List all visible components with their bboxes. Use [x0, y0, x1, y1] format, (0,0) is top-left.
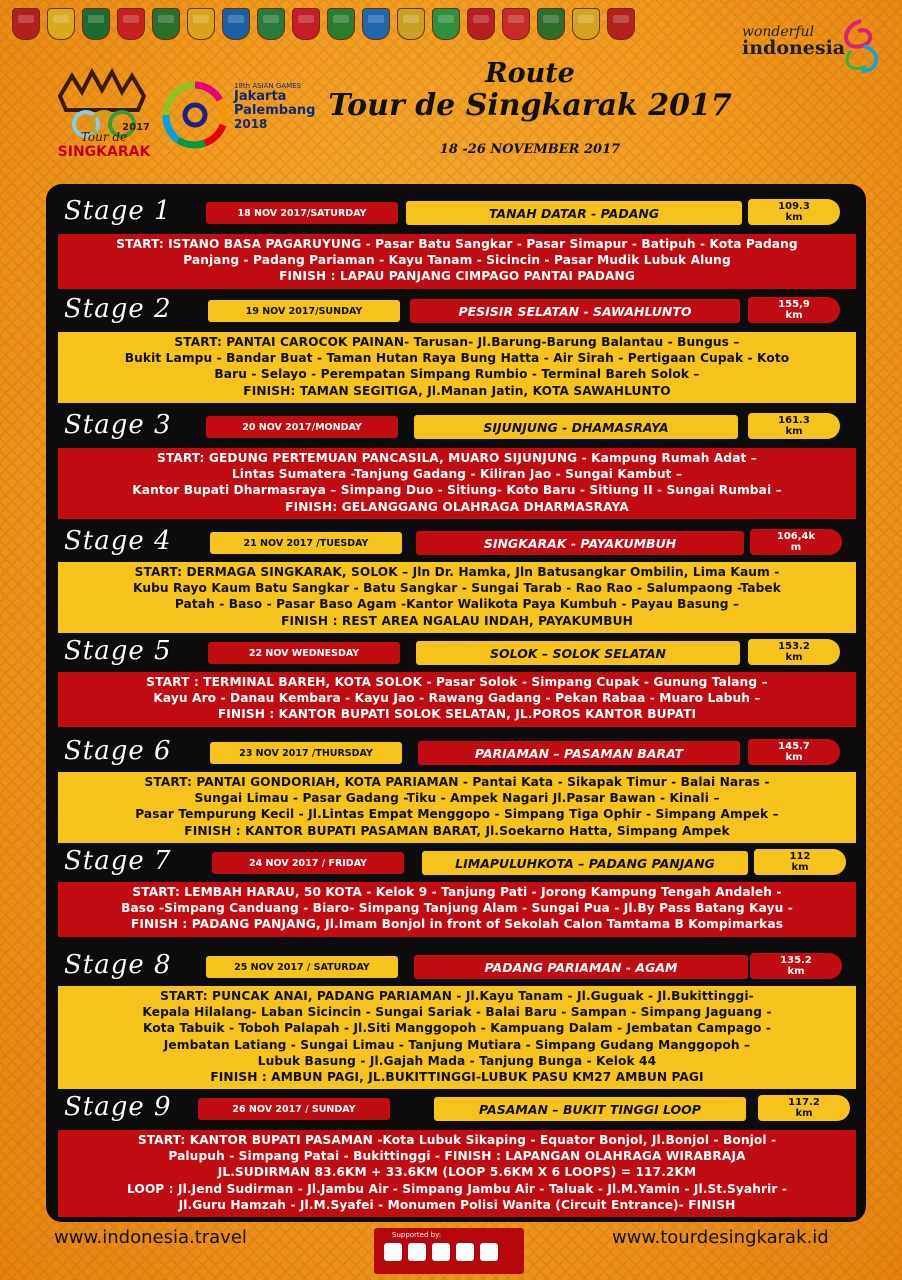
sponsor-logo-icon	[456, 1243, 474, 1261]
route-line: Kubu Rayo Kaum Batu Sangkar - Batu Sangkar - Sungai Tarab - Rao Rao - Salumpaong -Tabek	[133, 581, 781, 596]
stage-name: Stage 8	[64, 950, 172, 980]
stage-route: SINGKARAK - PAYAKUMBUH	[416, 531, 744, 555]
asian-games-city2: Palembang	[234, 102, 316, 118]
route-line: Jembatan Latiang - Sungai Limau - Tanjung Mutiara - Simpang Gudang Manggopoh –	[163, 1037, 751, 1052]
route-line: Bukit Lampu - Bandar Buat - Taman Hutan Raya Bung Hatta - Air Sirah - Pertigaan Cupak - Koto	[124, 351, 790, 366]
stage-distance	[754, 849, 846, 875]
distance-value: 145.7	[778, 741, 810, 752]
stage-date: 20 NOV 2017/MONDAY	[206, 416, 398, 438]
distance-unit: km	[785, 212, 803, 223]
stage-header	[58, 296, 856, 326]
route-line: Pasar Tempurung Kecil - Jl.Lintas Empat Menggopo - Simpang Tiga Ophir - Simpang Ampek –	[135, 807, 779, 822]
route-line: Kepala Hilalang- Laban Sicincin - Sungai Sariak - Balai Baru - Sampan - Simpang Jaguang -	[142, 1005, 772, 1020]
regency-emblem-icon	[572, 8, 600, 40]
route-line: Kantor Bupati Dharmasraya – Simpang Duo - Sitiung- Koto Baru - Sitiung II - Sungai Rumbai –	[132, 483, 782, 498]
asian-games-year: 2018	[234, 116, 268, 131]
route-line: FINISH : PADANG PANJANG, Jl.Imam Bonjol in front of Sekolah Calon Tamtama B Kompimarkas	[130, 917, 784, 932]
stage-header	[58, 1094, 856, 1124]
stage-distance	[748, 639, 840, 665]
distance-value: 109.3	[778, 201, 810, 212]
stage-name: Stage 6	[64, 736, 172, 766]
asian-games-city1: Jakarta	[234, 89, 287, 105]
regency-emblem-icon	[502, 8, 530, 40]
regency-emblem-icon	[607, 8, 635, 40]
route-line: START: KANTOR BUPATI PASAMAN -Kota Lubuk Sikaping - Equator Bonjol, Jl.Bonjol - Bonjol -	[137, 1133, 777, 1147]
route-line: Lintas Sumatera -Tanjung Gadang - Kiliran Jao - Sungai Kambut –	[231, 467, 683, 482]
stage-route: SIJUNJUNG - DHAMASRAYA	[414, 415, 738, 439]
stage-name: Stage 9	[64, 1092, 172, 1122]
stage-route-details	[58, 234, 856, 289]
stage-route: PARIAMAN – PASAMAN BARAT	[418, 741, 740, 765]
stage-date: 18 NOV 2017/SATURDAY	[206, 202, 398, 224]
regency-emblem-icon	[362, 8, 390, 40]
route-line: FINISH : KANTOR BUPATI SOLOK SELATAN, JL.POROS KANTOR BUPATI	[217, 707, 697, 722]
regency-emblem-icon	[152, 8, 180, 40]
regency-emblem-icon	[187, 8, 215, 40]
footer-right-url[interactable]: www.tourdesingkarak.id	[612, 1227, 829, 1248]
stage-distance	[748, 297, 840, 323]
title-line1: Route	[485, 58, 575, 89]
stage-date: 21 NOV 2017 /TUESDAY	[210, 532, 402, 554]
route-line: Jl.Guru Hamzah - Jl.M.Syafei - Monumen Polisi Wanita (Circuit Entrance)- FINISH	[178, 1197, 736, 1212]
stage-date: 22 NOV WEDNESDAY	[208, 642, 400, 664]
distance-unit: m	[790, 542, 802, 553]
route-line: START: PANTAI GONDORIAH, KOTA PARIAMAN - Pantai Kata - Sikapak Timur - Balai Naras -	[144, 775, 770, 789]
stage-header	[58, 412, 856, 442]
distance-unit: km	[795, 1108, 813, 1119]
supported-by-label: Supported by:	[392, 1231, 442, 1239]
sponsor-logo-icon	[432, 1243, 450, 1261]
stage-name: Stage 4	[64, 526, 172, 556]
supported-by-box	[374, 1228, 524, 1274]
distance-unit: km	[785, 652, 803, 663]
route-line: START: ISTANO BASA PAGARUYUNG - Pasar Batu Sangkar - Pasar Simapur - Batipuh - Kota Padang	[116, 237, 798, 251]
brand-line1: wonderful	[742, 24, 815, 40]
route-line: Patah - Baso - Pasar Baso Agam -Kantor Walikota Paya Kumbuh - Payau Basung –	[174, 597, 740, 612]
route-line: Palupuh - Simpang Patai - Bukittinggi - FINISH : LAPANGAN OLAHRAGA WIRABRAJA	[168, 1149, 746, 1164]
regency-emblem-icon	[432, 8, 460, 40]
route-line: FINISH: TAMAN SEGITIGA, Jl.Manan Jatin, KOTA SAWAHLUNTO	[243, 383, 671, 398]
distance-value: 155,9	[778, 299, 810, 310]
stage-route-details	[58, 986, 856, 1089]
distance-value: 153.2	[778, 641, 810, 652]
stage-route-details	[58, 772, 856, 843]
regency-emblem-icon	[47, 8, 75, 40]
route-line: START: DERMAGA SINGKARAK, SOLOK – Jln Dr. Hamka, Jln Batusangkar Ombilin, Lima Kaum -	[134, 565, 780, 579]
route-line: START: LEMBAH HARAU, 50 KOTA - Kelok 9 - Tanjung Pati - Jorong Kampung Tengah Andaleh -	[132, 885, 782, 899]
route-line: Sungai Limau - Pasar Gadang -Tiku - Ampek Nagari Jl.Pasar Bawan - Kinali –	[194, 791, 720, 806]
stage-route: TANAH DATAR - PADANG	[406, 201, 742, 225]
brand-line2: indonesia	[742, 37, 846, 59]
stage-date: 19 NOV 2017/SUNDAY	[208, 300, 400, 322]
route-line: FINISH : REST AREA NGALAU INDAH, PAYAKUMBUH	[281, 613, 633, 628]
regency-emblem-icon	[82, 8, 110, 40]
stage-route: PESISIR SELATAN - SAWAHLUNTO	[410, 299, 740, 323]
sponsor-logo-icon	[480, 1243, 498, 1261]
distance-value: 112	[789, 851, 811, 862]
route-line: Kayu Aro - Danau Kembara - Kayu Jao - Rawang Gadang - Pekan Rabaa - Muaro Labuh –	[153, 691, 761, 706]
regency-emblem-icon	[12, 8, 40, 40]
asian-games-small: 18th ASIAN GAMES	[234, 82, 301, 90]
title-dates: 18 -26 NOVEMBER 2017	[439, 142, 621, 157]
distance-value: 161.3	[778, 415, 810, 426]
route-line: JL.SUDIRMAN 83.6KM + 33.6KM (LOOP 5.6KM X 6 LOOPS) = 117.2KM	[217, 1165, 697, 1180]
stage-distance	[748, 413, 840, 439]
distance-unit: km	[785, 426, 803, 437]
event-logo-line2: SINGKARAK	[57, 144, 151, 160]
stage-distance	[748, 739, 840, 765]
regency-emblem-icon	[537, 8, 565, 40]
stage-name: Stage 5	[64, 636, 172, 666]
footer-left-url[interactable]: www.indonesia.travel	[54, 1227, 247, 1248]
stage-distance	[750, 529, 842, 555]
regency-emblem-icon	[117, 8, 145, 40]
stage-distance	[748, 199, 840, 225]
regency-emblem-icon	[222, 8, 250, 40]
tour-de-singkarak-logo-text	[54, 122, 154, 160]
stage-date: 26 NOV 2017 / SUNDAY	[198, 1098, 390, 1120]
stage-route-details	[58, 882, 856, 937]
distance-value: 106,4k	[776, 531, 816, 542]
stage-name: Stage 3	[64, 410, 172, 440]
regency-emblems-row	[12, 8, 635, 40]
sponsor-logo-icon	[408, 1243, 426, 1261]
stage-route-details	[58, 562, 856, 633]
stage-name: Stage 2	[64, 294, 172, 324]
route-line: Lubuk Basung - Jl.Gajah Mada - Tanjung Bunga - Kelok 44	[257, 1053, 657, 1068]
route-line: Baso -Simpang Canduang - Biaro- Simpang Tanjung Alam - Sungai Pua - Jl.By Pass Batang Kayu -	[121, 901, 793, 916]
route-line: START : TERMINAL BAREH, KOTA SOLOK - Pasar Solok - Simpang Cupak - Gunung Talang –	[146, 675, 768, 689]
regency-emblem-icon	[292, 8, 320, 40]
event-logo-year: 2017	[122, 122, 150, 133]
route-line: LOOP : Jl.Jend Sudirman - Jl.Jambu Air - Simpang Jambu Air - Taluak - Jl.M.Yamin - Jl.St.Syahrir -	[126, 1181, 788, 1196]
distance-unit: km	[791, 862, 809, 873]
route-line: Baru - Selayo - Perempatan Simpang Rumbio - Terminal Bareh Solok –	[214, 367, 700, 382]
stage-route-details	[58, 332, 856, 403]
distance-unit: km	[787, 966, 805, 977]
stage-distance	[750, 953, 842, 979]
stage-route-details	[58, 448, 856, 519]
brand-swirl-icon	[836, 16, 886, 76]
stage-name: Stage 7	[64, 846, 172, 876]
stage-date: 24 NOV 2017 / FRIDAY	[212, 852, 404, 874]
route-line: FINISH : KANTOR BUPATI PASAMAN BARAT, Jl.Soekarno Hatta, Simpang Ampek	[184, 823, 730, 838]
route-line: START: GEDUNG PERTEMUAN PANCASILA, MUARO SIJUNJUNG - Kampung Rumah Adat –	[156, 451, 757, 465]
stage-date: 25 NOV 2017 / SATURDAY	[206, 956, 398, 978]
stage-distance	[758, 1095, 850, 1121]
route-line: FINISH : AMBUN PAGI, JL.BUKITTINGGI-LUBUK PASU KM27 AMBUN PAGI	[210, 1070, 704, 1085]
stage-header	[58, 528, 856, 558]
stage-date: 23 NOV 2017 /THURSDAY	[210, 742, 402, 764]
stage-route: PASAMAN – BUKIT TINGGI LOOP	[434, 1097, 746, 1121]
event-logo-line1: Tour de	[80, 130, 128, 144]
regency-emblem-icon	[467, 8, 495, 40]
sponsor-logos	[384, 1243, 498, 1261]
stage-header	[58, 848, 856, 878]
distance-value: 117.2	[788, 1097, 820, 1108]
stage-route: PADANG PARIAMAN - AGAM	[414, 955, 748, 979]
route-line: Panjang - Padang Pariaman - Kayu Tanam - Sicincin - Pasar Mudik Lubuk Alung	[183, 253, 731, 268]
distance-value: 135.2	[780, 955, 812, 966]
route-line: START: PANTAI CAROCOK PAINAN- Tarusan- Jl.Barung-Barung Balantau - Bungus –	[174, 335, 740, 349]
asian-games-ring-icon	[160, 80, 230, 150]
regency-emblem-icon	[397, 8, 425, 40]
stage-route: LIMAPULUHKOTA – PADANG PANJANG	[422, 851, 748, 875]
route-line: FINISH: GELANGGANG OLAHRAGA DHARMASRAYA	[285, 499, 629, 514]
regency-emblem-icon	[327, 8, 355, 40]
route-line: START: PUNCAK ANAI, PADANG PARIAMAN - Jl.Kayu Tanam - Jl.Guguak - Jl.Bukittinggi-	[160, 989, 754, 1003]
route-line: Kota Tabuik - Toboh Palapah - Jl.Siti Manggopoh - Kampuang Dalam - Jembatan Campago -	[142, 1021, 772, 1036]
distance-unit: km	[785, 310, 803, 321]
sponsor-logo-icon	[384, 1243, 402, 1261]
stage-route: SOLOK – SOLOK SELATAN	[416, 641, 740, 665]
regency-emblem-icon	[257, 8, 285, 40]
distance-unit: km	[785, 752, 803, 763]
stage-header	[58, 198, 856, 228]
stage-route-details	[58, 672, 856, 727]
stage-name: Stage 1	[64, 196, 172, 226]
title-line2: Tour de Singkarak 2017	[328, 88, 732, 123]
stage-header	[58, 952, 856, 982]
stage-header	[58, 638, 856, 668]
stage-route-details	[58, 1130, 856, 1217]
stage-header	[58, 738, 856, 768]
route-line: FINISH : LAPAU PANJANG CIMPAGO PANTAI PADANG	[279, 269, 635, 284]
